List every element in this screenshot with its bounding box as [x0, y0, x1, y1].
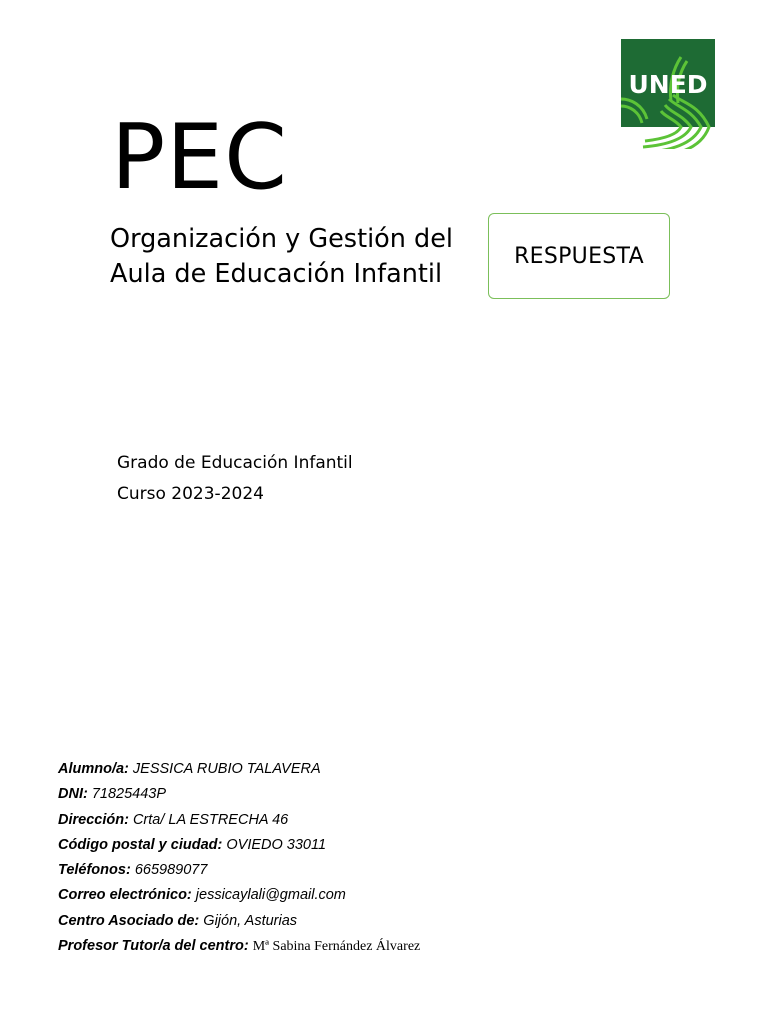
response-label: RESPUESTA [514, 243, 644, 269]
dni-label: DNI: [58, 786, 88, 803]
associated-center-row [58, 909, 420, 934]
degree-name: Grado de Educación Infantil [117, 453, 353, 473]
phone-label: Teléfonos: [58, 862, 131, 879]
uned-logo-icon [621, 39, 715, 154]
response-box [488, 213, 670, 299]
course-year: Curso 2023-2024 [117, 484, 264, 504]
phone-row [58, 858, 420, 883]
address-label: Dirección: [58, 811, 129, 828]
address-value: Crta/ LA ESTRECHA 46 [132, 811, 289, 828]
tutor-value: Mª Sabina Fernández Álvarez [252, 939, 421, 955]
email-value: jessicaylali@gmail.com [195, 887, 346, 904]
dni-value: 71825443P [91, 786, 167, 803]
student-name-row [58, 757, 420, 782]
student-name-label: Alumno/a: [58, 761, 129, 777]
associated-center-label: Centro Asociado de: [58, 912, 200, 929]
student-info [58, 757, 420, 959]
phone-value: 665989077 [134, 862, 208, 879]
dni-row [58, 782, 420, 807]
subject-title-line-2: Aula de Educación Infantil [110, 259, 443, 289]
tutor-label: Profesor Tutor/a del centro: [58, 938, 249, 955]
email-row [58, 883, 420, 908]
uned-logo-text: UNED [628, 70, 708, 99]
tutor-row [58, 934, 420, 959]
course-info [117, 448, 353, 510]
address-row [58, 808, 420, 833]
document-title: PEC [111, 105, 288, 210]
subject-title-line-1: Organización y Gestión del [110, 224, 453, 254]
postal-city-value: OVIEDO 33011 [226, 836, 327, 853]
subject-title [110, 222, 470, 292]
postal-city-label: Código postal y ciudad: [58, 836, 223, 853]
postal-city-row [58, 833, 420, 858]
student-name-value: JESSICA RUBIO TALAVERA [132, 761, 321, 777]
email-label: Correo electrónico: [58, 887, 192, 904]
associated-center-value: Gijón, Asturias [203, 912, 298, 929]
